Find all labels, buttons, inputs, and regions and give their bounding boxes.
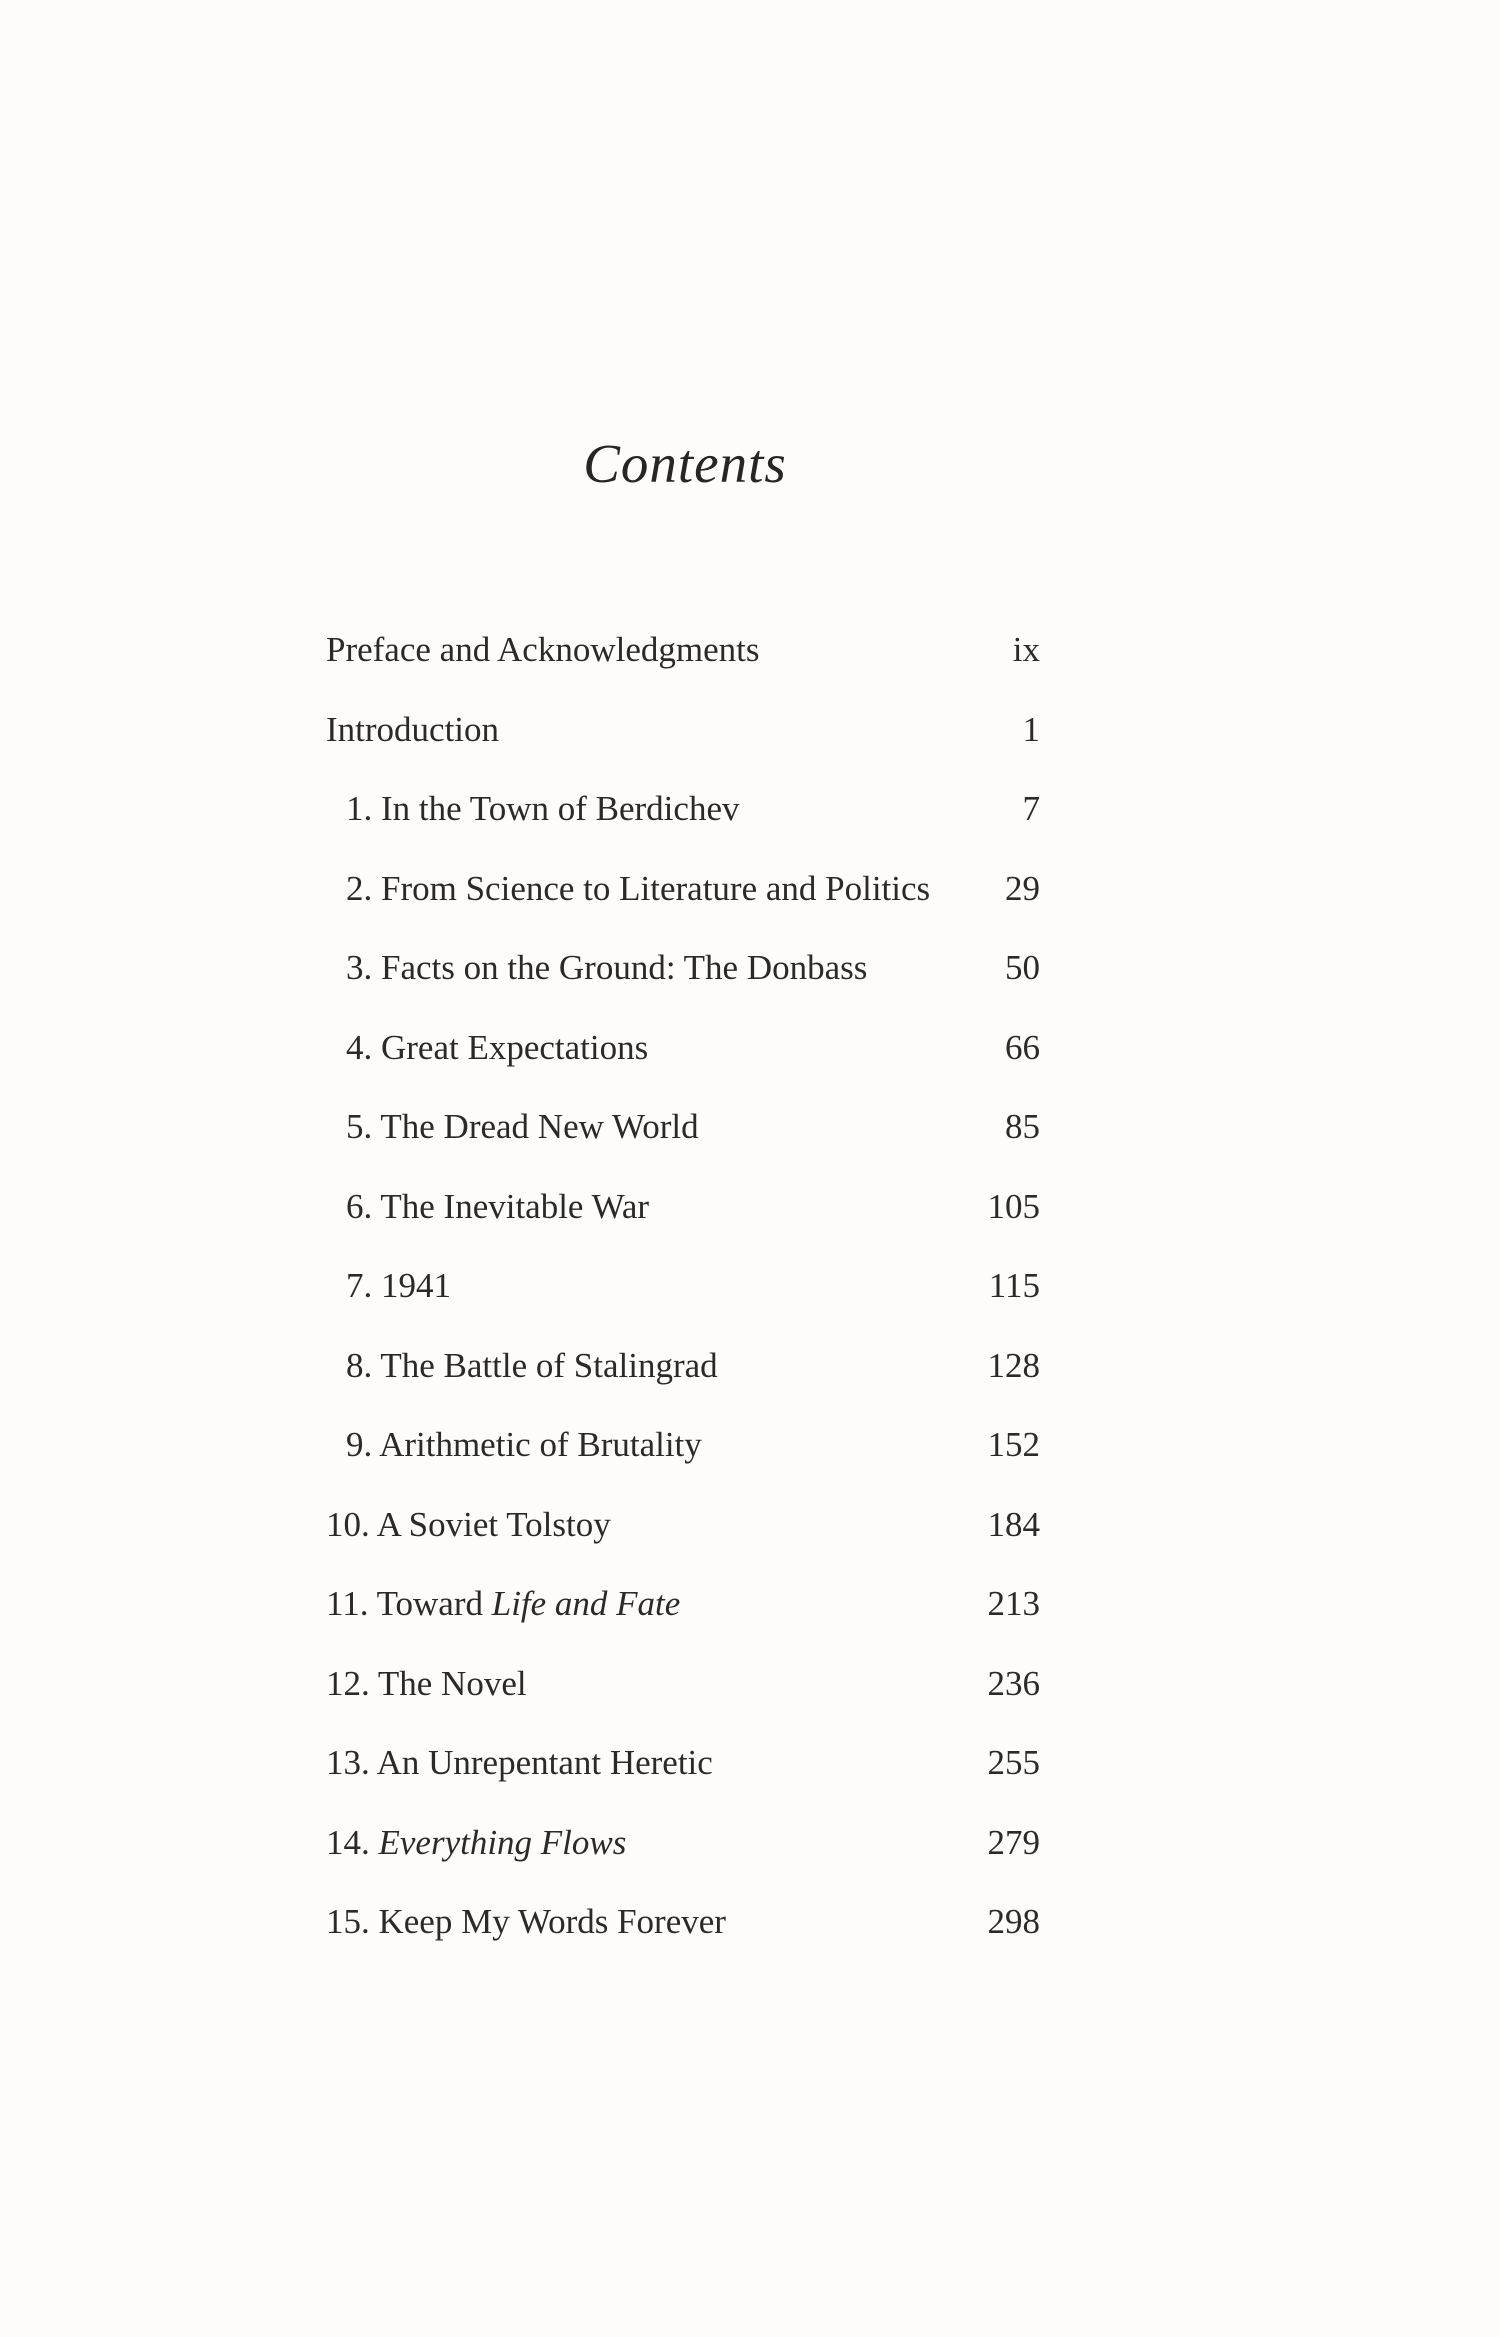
toc-entry-page: 29 [1005,868,1040,908]
toc-entry-page: 7 [1022,789,1040,828]
toc-entry-label [346,1260,451,1312]
toc-entry-chapter-8 [326,1340,1040,1420]
toc-entry-chapter-14 [326,1817,1040,1897]
toc-entry-chapter-15 [326,1896,1040,1976]
toc-entry-chapter-4 [326,1022,1040,1102]
toc-entry-page: 1 [1022,709,1040,749]
chapter-title: From Science to Literature and Politics [381,868,931,908]
chapter-number: 8. [346,1345,373,1385]
toc-entry-page: 236 [987,1663,1040,1703]
chapter-number: 14. [326,1822,370,1862]
chapter-number: 12. [326,1663,370,1703]
toc-entry-page: 213 [987,1584,1040,1623]
chapter-title: A Soviet Tolstoy [376,1504,611,1544]
chapter-number: 7. [346,1266,373,1305]
chapter-title: Great Expectations [381,1027,649,1067]
toc-entry-label [346,1101,699,1153]
toc-entry-page: 115 [988,1266,1040,1305]
chapter-title-italic: Life and Fate [491,1584,681,1623]
toc-entry-chapter-11 [326,1578,1040,1658]
toc-entry-chapter-3 [326,942,1040,1022]
chapter-number: 4. [346,1027,373,1067]
toc-entry-introduction [326,704,1040,784]
toc-entry-chapter-9 [326,1419,1040,1499]
chapter-title: An Unrepentant Heretic [376,1743,713,1782]
toc-entry-chapter-1 [326,783,1040,863]
chapter-title-prefix: Toward [376,1584,483,1623]
toc-entry-page: 50 [1005,948,1040,987]
chapter-title: Arithmetic of Brutality [379,1425,702,1464]
chapter-title: The Dread New World [380,1107,699,1146]
chapter-title: In the Town of Berdichev [381,789,740,828]
toc-entry-page: 279 [987,1822,1040,1862]
chapter-number: 6. [346,1186,373,1226]
chapter-number: 1. [346,789,373,828]
chapter-number: 13. [326,1743,370,1782]
chapter-title-italic: Everything Flows [378,1822,627,1862]
toc-entry-page: 105 [987,1186,1040,1226]
toc-entry-label [346,863,930,915]
chapter-number: 2. [346,868,373,908]
toc-entry-label: Preface and Acknowledgments [326,630,760,669]
toc-entry-page: 298 [987,1902,1040,1941]
chapter-title: The Novel [377,1663,527,1703]
toc-entry-page: ix [1012,630,1040,669]
toc-entry-chapter-5 [326,1101,1040,1181]
toc-entry-page: 66 [1005,1027,1040,1067]
chapter-number: 15. [326,1902,370,1941]
toc-entry-label [326,1896,726,1948]
toc-entry-chapter-13 [326,1737,1040,1817]
toc-entry-page: 152 [987,1425,1040,1464]
toc-entry-chapter-6 [326,1181,1040,1261]
chapter-title: The Battle of Stalingrad [380,1345,718,1385]
toc-entry-preface [326,624,1040,704]
toc-entry-chapter-12 [326,1658,1040,1738]
toc-entry-label [326,1737,713,1789]
chapter-number: 5. [346,1107,373,1146]
chapter-title: 1941 [381,1266,451,1305]
toc-entry-label [326,1578,680,1630]
chapter-title: Facts on the Ground: The Donbass [381,948,868,987]
toc-entry-page: 128 [987,1345,1040,1385]
toc-entry-label [346,1340,718,1392]
toc-entry-label [346,1181,649,1233]
chapter-title: The Inevitable War [380,1186,650,1226]
toc-entry-label [326,1658,527,1710]
chapter-number: 9. [346,1425,373,1464]
table-of-contents [326,624,1040,1976]
toc-entry-page: 184 [987,1504,1040,1544]
toc-entry-page: 255 [987,1743,1040,1782]
toc-entry-label [346,942,867,994]
toc-entry-label [326,1817,626,1869]
chapter-number: 10. [326,1504,370,1544]
chapter-number: 11. [326,1584,369,1623]
toc-entry-label [346,783,739,835]
chapter-number: 3. [346,948,373,987]
toc-entry-chapter-7 [326,1260,1040,1340]
toc-entry-label [346,1419,702,1471]
toc-entry-label [326,1499,611,1551]
chapter-title: Keep My Words Forever [378,1902,726,1941]
toc-entry-page: 85 [1005,1107,1040,1146]
toc-entry-label: Introduction [326,709,500,749]
toc-entry-chapter-10 [326,1499,1040,1579]
toc-entry-chapter-2 [326,863,1040,943]
toc-entry-label [346,1022,648,1074]
page-title: Contents [583,433,787,494]
